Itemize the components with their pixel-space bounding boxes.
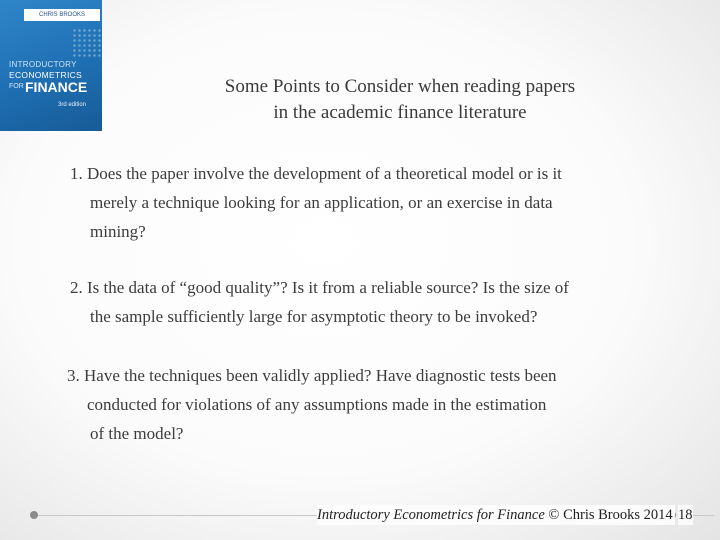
point-1-line-1: 1. Does the paper involve the development of a theoretical model or is it: [70, 164, 562, 183]
point-2-line-1: 2. Is the data of “good quality”? Is it from a reliable source? Is the size of: [70, 278, 569, 297]
book-title-for: FOR: [9, 83, 24, 90]
footer-book-title: Introductory Econometrics for Finance: [317, 507, 545, 523]
book-title-line2: ECONOMETRICS: [9, 70, 83, 80]
point-item-1: [70, 159, 562, 246]
point-1-line-2: merely a technique looking for an application, or an exercise in data: [90, 193, 553, 212]
point-2-line-2: the sample sufficiently large for asymptotic theory to be invoked?: [90, 307, 538, 326]
page-number: 18: [678, 507, 693, 523]
point-3-line-1: 3. Have the techniques been validly applied? Have diagnostic tests been: [67, 366, 557, 385]
point-3-line-3: of the model?: [90, 424, 184, 443]
point-3-line-2: conducted for violations of any assumptions made in the estimation: [87, 395, 547, 414]
point-item-3: [67, 361, 557, 448]
book-edition: 3rd edition: [58, 102, 87, 108]
footer-bullet-left: [30, 511, 38, 519]
cover-dot-pattern: [72, 28, 102, 58]
slide-title-line1: Some Points to Consider when reading papers: [224, 76, 576, 97]
book-title-finance: FINANCE: [25, 79, 88, 95]
book-author-label: CHRIS BROOKS: [24, 9, 100, 21]
point-item-2: [70, 273, 569, 331]
slide-title: [140, 74, 660, 126]
book-title-line1: INTRODUCTORY: [9, 60, 77, 69]
footer-copyright: © Chris Brooks 2014: [544, 507, 673, 523]
point-1-line-3: mining?: [90, 222, 146, 241]
slide-title-line2: in the academic finance literature: [273, 102, 527, 123]
footer-citation: [317, 505, 675, 525]
book-cover-image: [0, 0, 102, 131]
